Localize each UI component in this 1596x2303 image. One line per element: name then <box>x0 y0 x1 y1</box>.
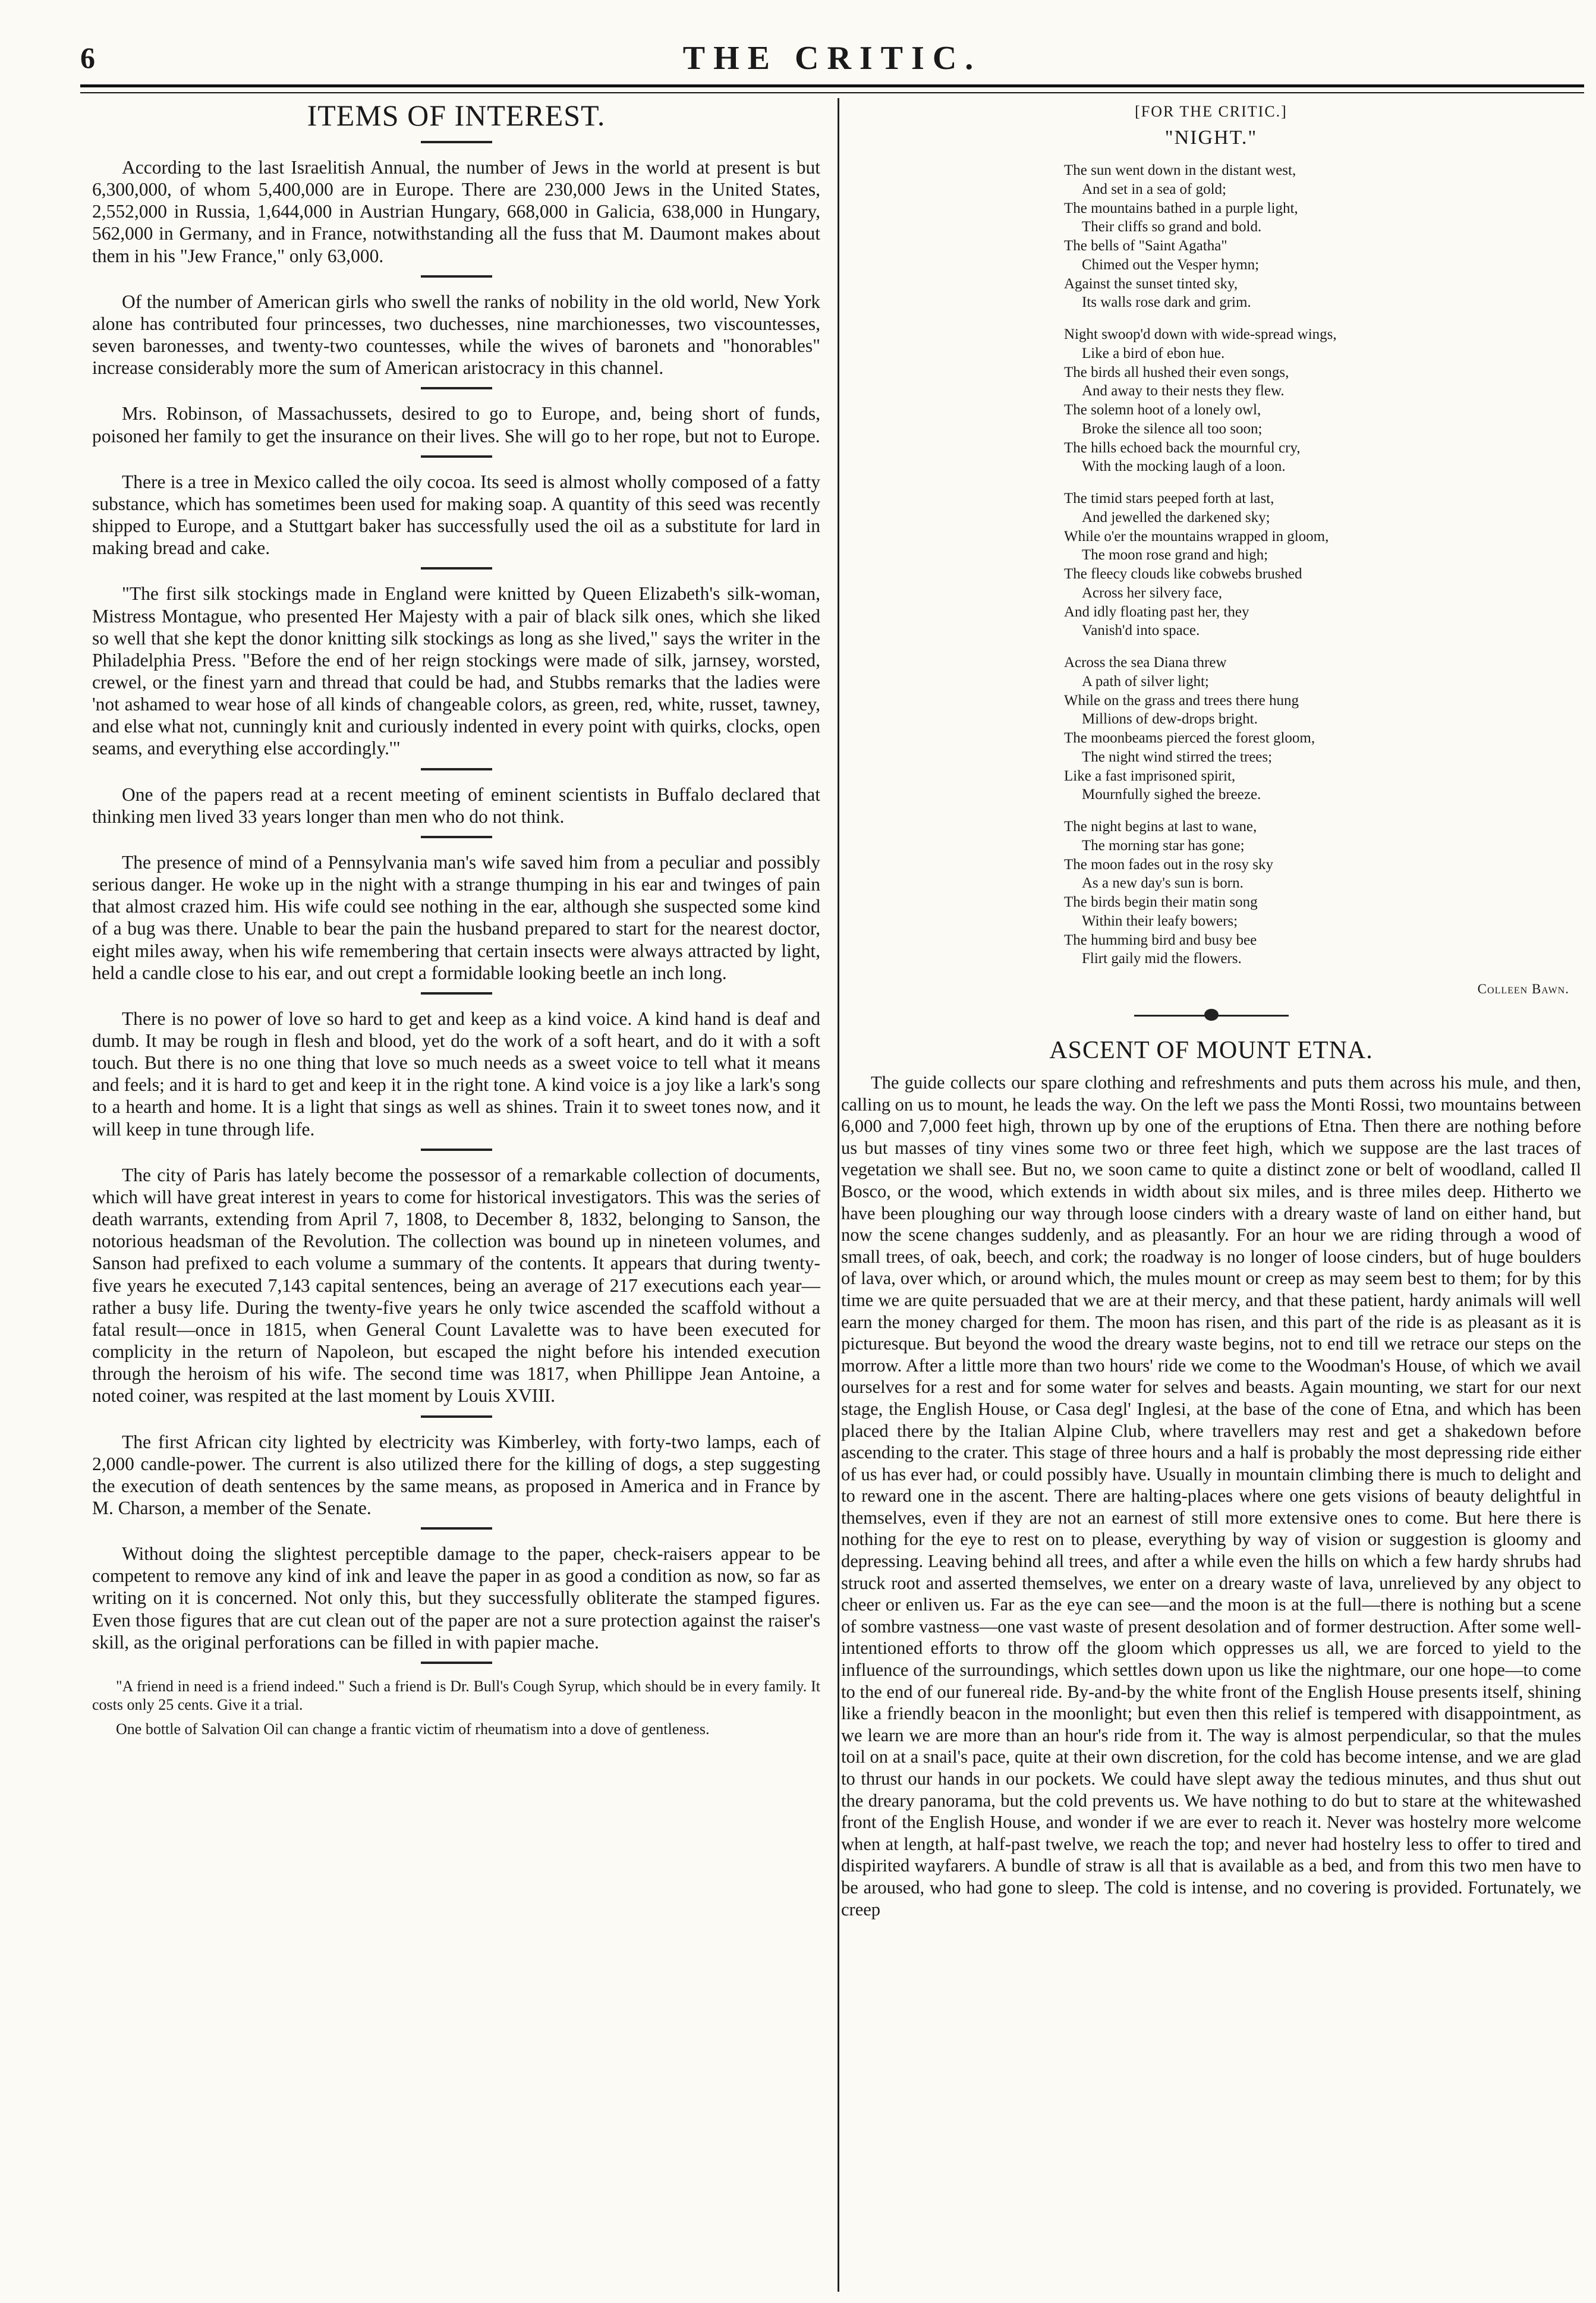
page-number: 6 <box>80 41 95 74</box>
poem-line: While on the grass and trees there hung <box>1064 692 1299 709</box>
poem-line: Night swoop'd down with wide-spread wings, <box>1064 326 1337 342</box>
poem-line: And idly floating past her, they <box>1064 603 1249 620</box>
poem-line: The fleecy clouds like cobwebs brushed <box>1064 566 1302 582</box>
poem <box>1064 161 1581 968</box>
right-column <box>841 98 1581 1920</box>
item-paragraph: There is a tree in Mexico called the oily cocoa. Its seed is almost wholly composed of a fatty substance, which has sometimes been used for making soap. A quantity of this seed was recently shipped to Europe, and a Stuttgart baker has successfully used the oil as a substitute for lard in making bread and cake. <box>92 471 820 559</box>
poem-line: While o'er the mountains wrapped in gloom, <box>1064 528 1329 545</box>
essay-text: The guide collects our spare clothing and refreshments and puts them across his mule, and then, calling on us to mount, he leads the way. On the left we pass the Monti Rossi, two mountains between 6,000 and 7,000 feet high, thrown up by one of the eruptions of Etna. Then there are nothing before us but masses of tiny vines some two or three feet high, which we suppose are the last traces of vegetation we shall see. But no, we soon came to quite a distinct zone or belt of woodland, called Il Bosco, or the wood, which extends in width about six miles, and is three miles deep. Hitherto we have been ploughing our way through loose cinders with a dreary waste of land on either hand, but now the scene changes suddenly, and as pleasantly. For an hour we are riding through a wood of small trees, of oak, beech, and cork; the roadway is no longer of loose cinders, but of huge boulders of lava, over which, or around which, the mules mount or creep as may seem best to them; for by this time we are quite persuaded that we are at their mercy, and that these patient, hardy animals will well earn the money charged for them. The moon has risen, and this part of the ride is as pleasant as it is picturesque. But beyond the wood the dreary waste begins, not to end till we retrace our steps on the morrow. After a little more than two hours' ride we come to the Woodman's House, of which we avail ourselves for a rest and for some water for selves and beasts. Again mounting, we start for our next stage, the English House, or Casa degl' Inglesi, at the base of the cone of Etna, and which has been placed there by the Italian Alpine Club, where travellers may rest and get a shakedown before ascending to the crater. This stage of three hours and a half is probably the most depressing ride either of us has ever had, or could possibly have. Usually in mountain climbing there is much to delight and to reward one in the ascent. There are halting-places where one gets visions of beauty delightful in themselves, even if they are not an earnest of still more extensive ones to come. But here there is nothing for the eye to rest on to please, everything by way of vision or suggestion is gloomy and depressing. Leaving behind all trees, and after a while even the hills on which a few hardy shrubs had struck root and asserted themselves, we enter on a dreary waste of lava, unrelieved by any object to cheer or enliven us. Far as the eye can see—and the moon is at the full—there is nothing but a scene of sombre vastness—one vast waste of present desolation and of former destruction. After some well-intentioned efforts to throw off the gloom which oppresses us all, we are forced to yield to the influence of the surroundings, which settles down upon us like the nightmare, our one hope—to come to the end of our funereal ride. By-and-by the white front of the English House presents itself, shining like a friendly beacon in the moonlight; but even then this relief is tempered with disappointment, as we learn we are more than an hour's ride from it. The way is almost perpendicular, so that the mules toil on at a snail's pace, quite at their own discretion, for the cold has become intense, and we are glad to thrust our hands in our pockets. We could have slept away the tedious minutes, and thus shut out the dreary panorama, but the cold prevents us. We have nothing to do but to stare at the whitewashed front of the English House, and wonder if we are ever to reach it. Never was hostelry more welcome when at length, at half-past twelve, we reach the top; and never had hostelry less to offer to tired and dispirited wayfarers. A bundle of straw is all that is available as a bed, and from this two men have to be aroused, who had gone to sleep. The cold is intense, and no covering is provided. Fortunately, we creep <box>841 1072 1581 1920</box>
poem-stanza <box>1064 817 1581 968</box>
item-paragraph: According to the last Israelitish Annual, the number of Jews in the world at present is but 6,300,000, of whom 5,400,000 are in Europe. There are 230,000 Jews in the United States, 2,552,000 in Russia, 1,644,000 in Austrian Hungary, 668,000 in Galicia, 638,000 in Hungary, 562,000 in Germany, and in France, notwithstanding all the fuss that M. Daumont makes about them in his "Jew France," only 63,000. <box>92 157 820 266</box>
page-header <box>80 36 1584 77</box>
poem-line: As a new day's sun is born. <box>1082 875 1244 892</box>
poem-line: Like a fast imprisoned spirit, <box>1064 767 1236 784</box>
poem-stanza <box>1064 161 1581 312</box>
advert-footnote: One bottle of Salvation Oil can change a frantic victim of rheumatism into a dove of gentleness. <box>116 1720 710 1738</box>
left-column <box>92 98 820 1744</box>
section-title: ITEMS OF INTEREST. <box>307 99 606 132</box>
poem-line: The sun went down in the distant west, <box>1064 162 1296 178</box>
poem-line: The bells of "Saint Agatha" <box>1064 238 1227 254</box>
poem-line: Its walls rose dark and grim. <box>1082 294 1251 311</box>
item-separator <box>421 768 492 770</box>
poem-line: Millions of dew-drops bright. <box>1082 711 1258 728</box>
item-separator <box>421 836 492 838</box>
poem-line: Within their leafy bowers; <box>1082 913 1238 929</box>
poem-line: The moon rose grand and high; <box>1082 547 1268 564</box>
poem-credit: [FOR THE CRITIC.] <box>1135 103 1287 120</box>
poem-line: Across the sea Diana threw <box>1064 655 1227 671</box>
item-paragraph: "The first silk stockings made in England were knitted by Queen Elizabeth's silk-woman, Mistress Montague, who presented Her Majesty with a pair of black silk ones, which she liked so well that she kept the donor knitting silk stockings as long as she lived," says the writer in the Philadelphia Press. "Before the end of her reign stockings were made of silk, jarnsey, worsted, crewel, or the finest yarn and thread that could be had, and Stubbs remarks that the ladies were 'not ashamed to wear hose of all kinds of changeable colors, as green, red, white, russet, tawney, and else what not, cunningly knit and curiously indented in every point with quirks, clocks, open seams, and everything else accordingly.'" <box>92 583 820 759</box>
poem-line: The humming bird and busy bee <box>1064 932 1257 948</box>
item-paragraph: One of the papers read at a recent meeting of eminent scientists in Buffalo declared that thinking men lived 33 years longer than men who do not think. <box>92 784 820 827</box>
poem-line: And away to their nests they flew. <box>1082 383 1285 399</box>
poem-line: The timid stars peeped forth at last, <box>1064 490 1274 506</box>
poem-line: Against the sunset tinted sky, <box>1064 275 1238 292</box>
item-paragraph: The city of Paris has lately become the possessor of a remarkable collection of documents, which will have great interest in years to come for historical investigators. This was the series of death warrants, extending from April 7, 1808, to December 8, 1832, belonging to Sanson, the notorious headsman of the Revolution. The collection was bound up in nineteen volumes, and Sanson had prefixed to each volume a summary of the contents. It appears that during twenty-five years he executed 7,143 capital sentences, being an average of 217 executions each year—rather a busy life. During the twenty-five years he only twice ascended the scaffold without a fatal result—once in 1815, when General Count Lavalette was to have been executed for complicity in the return of Napoleon, but escaped the night before his intended execution through the heroism of his wife. The second time was 1817, when Phillippe Jean Antoine, a noted coiner, was respited at the last moment by Louis XVIII. <box>92 1164 820 1407</box>
essay-title: ASCENT OF MOUNT ETNA. <box>1049 1037 1373 1064</box>
poem-line: With the mocking laugh of a loon. <box>1082 458 1286 475</box>
item-paragraph: The first African city lighted by electricity was Kimberley, with forty-two lamps, each of 2,000 candle-power. The current is also utilized there for the killing of dogs, a step suggesting the execution of death sentences by the same means, as proposed in America and in France by M. Charson, a member of the Senate. <box>92 1431 820 1518</box>
poem-signature: Colleen Bawn. <box>1477 981 1569 996</box>
item-separator <box>421 567 492 570</box>
advert-footnote: "A friend in need is a friend indeed." Such a friend is Dr. Bull's Cough Syrup, which should be in every family. It costs only 25 cents. Give it a trial. <box>92 1677 820 1714</box>
section-rule <box>421 141 492 143</box>
poem-line: Mournfully sighed the breeze. <box>1082 786 1261 803</box>
poem-line: The birds all hushed their even songs, <box>1064 364 1289 380</box>
poem-title: "NIGHT." <box>1164 127 1258 149</box>
poem-line: The moonbeams pierced the forest gloom, <box>1064 730 1315 746</box>
poem-line: Vanish'd into space. <box>1082 622 1200 639</box>
poem-line: The night begins at last to wane, <box>1064 819 1257 835</box>
item-paragraph: There is no power of love so hard to get and keep as a kind voice. A kind hand is deaf and dumb. It may be rough in flesh and blood, yet do the work of a soft heart, and do it with a soft touch. But there is no one thing that love so much needs as a sweet voice to tell what it means and feels; and it is hard to get and keep it in the right tone. A kind voice is a joy like a lark's song to a hearth and home. It is a light that sings as well as shines. Train it to sweet tones now, and it will keep in tune through life. <box>92 1008 820 1140</box>
poem-stanza <box>1064 325 1581 476</box>
poem-line: The solemn hoot of a lonely owl, <box>1064 402 1261 418</box>
poem-line: Their cliffs so grand and bold. <box>1082 219 1262 235</box>
item-separator <box>421 1415 492 1418</box>
poem-line: Broke the silence all too soon; <box>1082 420 1263 437</box>
poem-line: The mountains bathed in a purple light, <box>1064 200 1298 216</box>
poem-line: Like a bird of ebon hue. <box>1082 345 1225 361</box>
item-separator <box>421 1662 492 1664</box>
poem-line: The hills echoed back the mournful cry, <box>1064 439 1301 456</box>
item-separator <box>421 992 492 995</box>
item-paragraph: Of the number of American girls who swell the ranks of nobility in the old world, New York alone has contributed four princesses, two duchesses, nine marchionesses, two viscountesses, seven baronesses, and twenty-two countesses, while the wives of baronets and "honorables" increase considerably more the sum of American aristocracy in this channel. <box>92 291 820 379</box>
poem-line: Flirt gaily mid the flowers. <box>1082 951 1242 967</box>
item-separator <box>421 275 492 278</box>
item-paragraph: Mrs. Robinson, of Massachussets, desired to go to Europe, and, being short of funds, poisoned her family to get the insurance on their lives. She will go to her rope, but not to Europe. <box>92 403 820 446</box>
poem-line: The night wind stirred the trees; <box>1082 748 1273 765</box>
ornament-divider <box>1134 1012 1289 1018</box>
poem-line: Across her silvery face, <box>1082 584 1223 601</box>
item-separator <box>421 1149 492 1151</box>
poem-stanza <box>1064 653 1581 804</box>
masthead: THE CRITIC. <box>682 40 982 77</box>
column-divider <box>838 98 839 2292</box>
poem-line: And jewelled the darkened sky; <box>1082 509 1270 526</box>
poem-line: A path of silver light; <box>1082 673 1209 690</box>
item-separator <box>421 1527 492 1530</box>
item-separator <box>421 455 492 458</box>
item-paragraph: The presence of mind of a Pennsylvania man's wife saved him from a peculiar and possibly serious danger. He woke up in the night with a strange thumping in his ear and twinges of pain that almost crazed him. His wife could see nothing in the ear, although she suspected some kind of a bug was there. Unable to bear the pain the husband prepared to start for the nearest doctor, eight miles away, when his wife remembering that certain insects were always attracted by light, held a candle close to his ear, and out crept a formidable looking beetle an inch long. <box>92 851 820 983</box>
header-rule <box>80 84 1584 93</box>
item-paragraph: Without doing the slightest perceptible damage to the paper, check-raisers appear to be competent to remove any kind of ink and leave the paper in as good a condition as now, so far as writing on it is concerned. Not only this, but they successfully obliterate the stamped figures. Even those figures that are cut clean out of the paper are not a sure protection against the raiser's skill, as the original perforations can be filled in with papier mache. <box>92 1543 820 1653</box>
item-separator <box>421 387 492 389</box>
poem-line: The morning star has gone; <box>1082 837 1245 854</box>
poem-line: And set in a sea of gold; <box>1082 181 1227 197</box>
poem-stanza <box>1064 489 1581 640</box>
poem-line: The moon fades out in the rosy sky <box>1064 856 1274 873</box>
poem-line: The birds begin their matin song <box>1064 894 1258 910</box>
poem-line: Chimed out the Vesper hymn; <box>1082 256 1260 273</box>
